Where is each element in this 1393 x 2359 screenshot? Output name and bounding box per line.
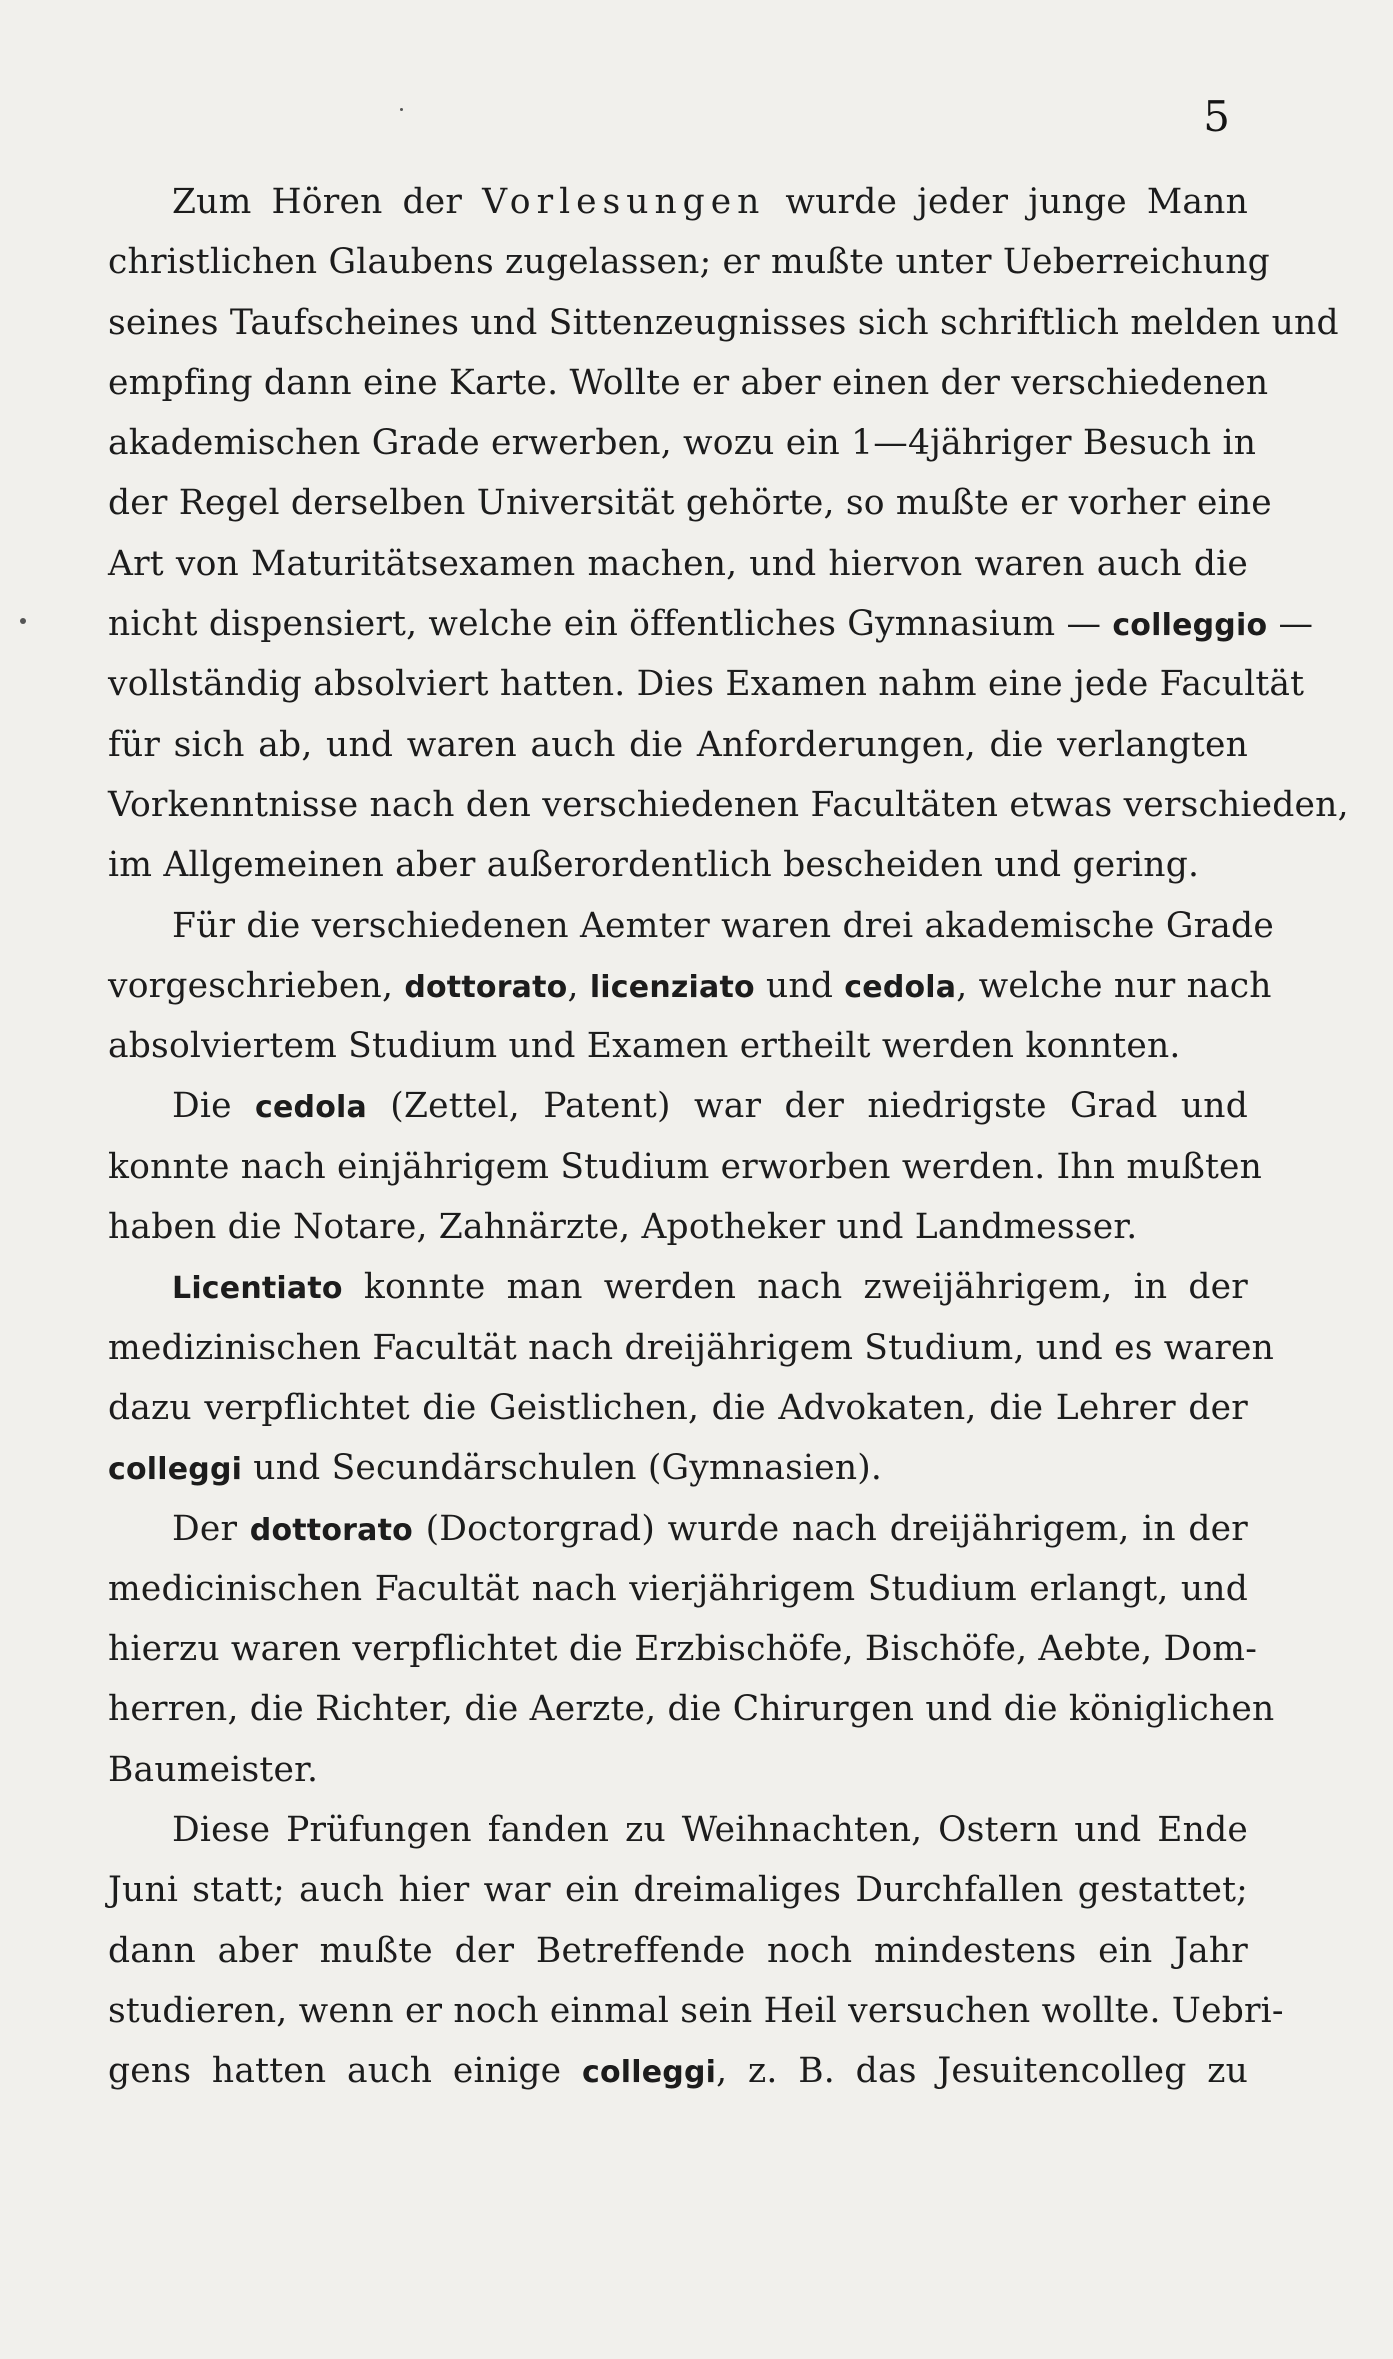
text-line xyxy=(108,293,1339,353)
latin-term: cedola xyxy=(255,1090,367,1126)
latin-term: dottorato xyxy=(404,969,568,1005)
text-run: Für die verschiedenen Aemter waren drei akademische Grade xyxy=(172,905,1274,946)
text-run: — xyxy=(1267,604,1314,645)
text-run: dann aber mußte der Betreffende noch mindestens ein Jahr xyxy=(108,1930,1248,1971)
text-line xyxy=(108,654,1305,714)
text-line xyxy=(108,715,1248,775)
text-run: studieren, wenn er noch einmal sein Heil versuchen wollte. Uebri- xyxy=(108,1990,1284,2031)
print-speck xyxy=(400,108,403,111)
page-number: 5 xyxy=(1203,92,1230,141)
text-run: vorgeschrieben, xyxy=(108,965,405,1006)
text-run: absolviertem Studium und Examen ertheilt werden konnten. xyxy=(108,1026,1181,1067)
text-line xyxy=(108,232,1270,292)
text-run: empfing dann eine Karte. Wollte er aber einen der verschiedenen xyxy=(108,362,1269,403)
text-run: haben die Notare, Zahnärzte, Apotheker und Landmesser. xyxy=(108,1207,1138,1248)
text-line xyxy=(108,835,1248,895)
text-line xyxy=(108,1860,1248,1920)
text-line xyxy=(108,1559,1248,1619)
text-run: , xyxy=(567,965,590,1006)
text-run: nicht dispensiert, welche ein öffentliches Gymnasium — xyxy=(108,604,1113,645)
text-line xyxy=(108,1137,1263,1197)
text-run: für sich ab, und waren auch die Anforderungen, die verlangten xyxy=(108,724,1248,765)
latin-term: colleggi xyxy=(581,2055,717,2091)
print-speck xyxy=(20,618,26,624)
text-run: vollständig absolviert hatten. Dies Examen nahm eine jede Facultät xyxy=(108,664,1305,705)
text-line xyxy=(108,956,1272,1016)
text-run: im Allgemeinen aber außerordentlich bescheiden und gering. xyxy=(108,845,1200,886)
text-run: dazu verpflichtet die Geistlichen, die Advokaten, die Lehrer der xyxy=(108,1387,1248,1428)
body-text xyxy=(108,172,1349,2102)
text-run: seines Taufscheines und Sittenzeugnisses sich schriftlich melden und xyxy=(108,302,1339,343)
latin-term: colleggio xyxy=(1112,608,1268,644)
text-line xyxy=(108,1921,1248,1981)
text-run: medizinischen Facultät nach dreijährigem Studium, und es waren xyxy=(108,1327,1274,1368)
text-line xyxy=(108,594,1314,654)
latin-term: colleggi xyxy=(108,1452,243,1488)
text-line xyxy=(108,1438,1248,1498)
text-line xyxy=(108,1981,1284,2041)
text-run: (Doctorgrad) wurde nach dreijährigem, in der xyxy=(412,1508,1248,1549)
text-line xyxy=(108,1257,1248,1317)
text-run: , welche nur nach xyxy=(956,965,1272,1006)
text-run: Art von Maturitätsexamen machen, und hiervon waren auch die xyxy=(108,543,1248,584)
text-line xyxy=(108,2041,1248,2101)
text-line xyxy=(108,534,1248,594)
text-run: medicinischen Facultät nach vierjährigem Studium erlangt, und xyxy=(108,1568,1248,1609)
text-run: Baumeister. xyxy=(108,1749,319,1790)
text-run: Juni statt; auch hier war ein dreimaliges Durchfallen gestattet; xyxy=(108,1870,1248,1911)
text-line xyxy=(108,1016,1248,1076)
latin-term: Licentiato xyxy=(172,1271,343,1307)
text-line xyxy=(108,1318,1274,1378)
text-line xyxy=(108,1499,1248,1559)
text-run: und xyxy=(754,965,845,1006)
text-run: hierzu waren verpflichtet die Erzbischöfe, Bischöfe, Aebte, Dom- xyxy=(108,1629,1258,1670)
text-run: der Regel derselben Universität gehörte, so mußte er vorher eine xyxy=(108,483,1272,524)
text-line xyxy=(108,473,1272,533)
text-run: und Secundärschulen (Gymnasien). xyxy=(242,1448,883,1489)
latin-term: licenziato xyxy=(589,969,755,1005)
text-run: gens hatten auch einige xyxy=(108,2051,582,2092)
text-run: (Zettel, Patent) war der niedrigste Grad und xyxy=(366,1086,1248,1127)
text-line xyxy=(108,775,1349,835)
text-run: konnte man werden nach zweijährigem, in der xyxy=(342,1267,1248,1308)
text-line xyxy=(108,1378,1248,1438)
text-line xyxy=(108,413,1257,473)
latin-term: cedola xyxy=(844,969,957,1005)
text-run: Vorkenntnisse nach den verschiedenen Facultäten etwas verschieden, xyxy=(108,784,1349,825)
text-run: Diese Prüfungen fanden zu Weihnachten, Ostern und Ende xyxy=(172,1810,1248,1851)
spaced-text: Vorlesungen xyxy=(482,182,766,222)
text-line xyxy=(108,1679,1275,1739)
text-run: wurde jeder junge Mann xyxy=(765,182,1248,222)
text-line xyxy=(108,1800,1248,1860)
latin-term: dottorato xyxy=(249,1512,413,1548)
text-run: , z. B. das Jesuitencolleg zu xyxy=(716,2051,1249,2092)
text-run: Die xyxy=(172,1086,256,1127)
text-line xyxy=(108,1619,1258,1679)
text-line xyxy=(108,1197,1248,1257)
text-run: christlichen Glaubens zugelassen; er mußte unter Ueberreichung xyxy=(108,242,1270,283)
text-line xyxy=(108,172,1248,232)
text-run: Der xyxy=(172,1508,250,1549)
text-run: Zum Hören der xyxy=(172,182,483,222)
text-line xyxy=(108,896,1274,956)
text-run: herren, die Richter, die Aerzte, die Chirurgen und die königlichen xyxy=(108,1689,1275,1730)
text-line xyxy=(108,353,1269,413)
text-line xyxy=(108,1740,1248,1800)
text-run: konnte nach einjährigem Studium erworben werden. Ihn mußten xyxy=(108,1146,1263,1187)
text-run: akademischen Grade erwerben, wozu ein 1—4jähriger Besuch in xyxy=(108,423,1257,464)
text-line xyxy=(108,1076,1248,1136)
